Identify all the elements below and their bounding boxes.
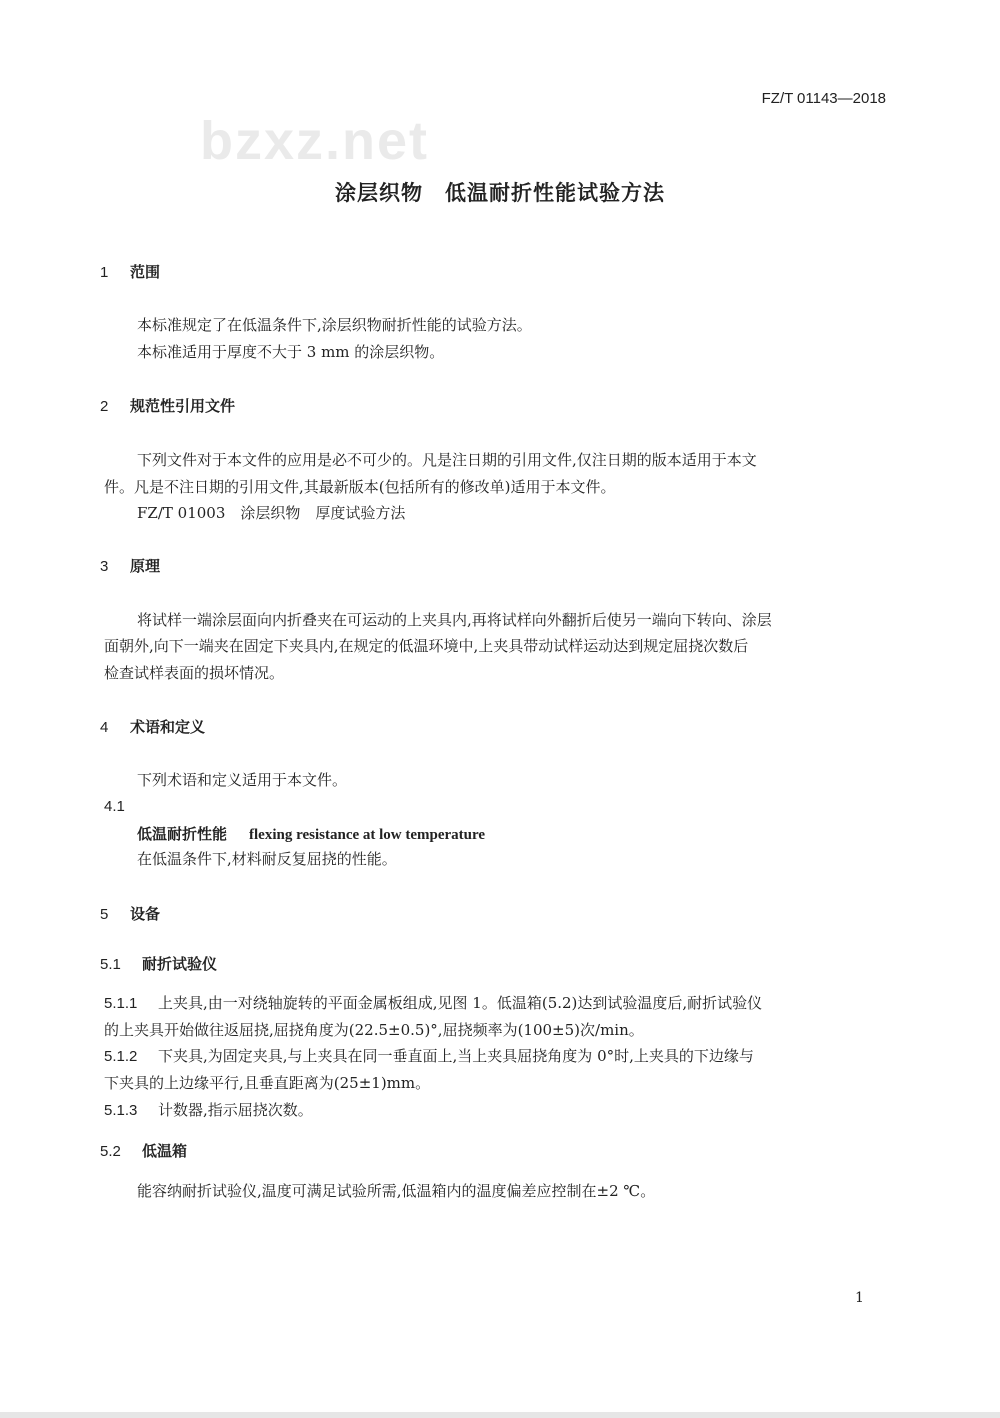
clause-5-1-2: 5.1.2 下夹具,为固定夹具,与上夹具在同一垂直面上,当上夹具屈挠角度为 0°时,上夹具的下边缘与 <box>104 1047 754 1065</box>
section-4-heading: 4 术语和定义 <box>100 718 206 736</box>
paragraph-line: 将试样一端涂层面向内折叠夹在可运动的上夹具内,再将试样向外翻折后使另一端向下转向、涂层 <box>137 611 772 629</box>
standard-number: FZ/T 01143—2018 <box>761 90 886 107</box>
clause-5-1-3: 5.1.3 计数器,指示屈挠次数。 <box>104 1101 313 1119</box>
term-definition: 在低温条件下,材料耐反复屈挠的性能。 <box>137 850 397 868</box>
section-5-1-heading: 5.1 耐折试验仪 <box>100 955 218 973</box>
paragraph-line: 面朝外,向下一端夹在固定下夹具内,在规定的低温环境中,上夹具带动试样运动达到规定屈挠次数后 <box>104 637 749 655</box>
paragraph: 下列术语和定义适用于本文件。 <box>137 771 348 789</box>
clause-5-1-1: 5.1.1 上夹具,由一对绕轴旋转的平面金属板组成,见图 1。低温箱(5.2)达到试验温度后,耐折试验仪 <box>104 994 763 1012</box>
section-3-heading: 3 原理 <box>100 557 161 575</box>
section-1-heading: 1 范围 <box>100 263 161 281</box>
term-number: 4.1 <box>104 798 125 815</box>
watermark: bzxz.net <box>200 111 430 171</box>
page-number: 1 <box>855 1290 864 1306</box>
term: 低温耐折性能 flexing resistance at low temperature <box>137 825 486 843</box>
section-2-heading: 2 规范性引用文件 <box>100 397 236 415</box>
paragraph-line: 件。凡是不注日期的引用文件,其最新版本(包括所有的修改单)适用于本文件。 <box>104 478 616 496</box>
paragraph-line: 下夹具的上边缘平行,且垂直距离为(25±1)mm。 <box>104 1074 431 1092</box>
section-5-2-heading: 5.2 低温箱 <box>100 1142 188 1160</box>
section-5-heading: 5 设备 <box>100 905 161 923</box>
normative-reference: FZ/T 01003 涂层织物 厚度试验方法 <box>137 504 406 522</box>
paragraph: 能容纳耐折试验仪,温度可满足试验所需,低温箱内的温度偏差应控制在±2 ℃。 <box>137 1182 656 1200</box>
document-title: 涂层织物 低温耐折性能试验方法 <box>335 181 665 205</box>
paragraph: 本标准规定了在低温条件下,涂层织物耐折性能的试验方法。 <box>137 316 532 334</box>
paragraph-line: 下列文件对于本文件的应用是必不可少的。凡是注日期的引用文件,仅注日期的版本适用于本文 <box>137 451 757 469</box>
page-edge <box>0 1412 1000 1418</box>
paragraph: 本标准适用于厚度不大于 3 mm 的涂层织物。 <box>137 343 445 361</box>
paragraph-line: 的上夹具开始做往返屈挠,屈挠角度为(22.5±0.5)°,屈挠频率为(100±5)次/min。 <box>104 1021 644 1039</box>
paragraph-line: 检查试样表面的损坏情况。 <box>104 664 285 682</box>
